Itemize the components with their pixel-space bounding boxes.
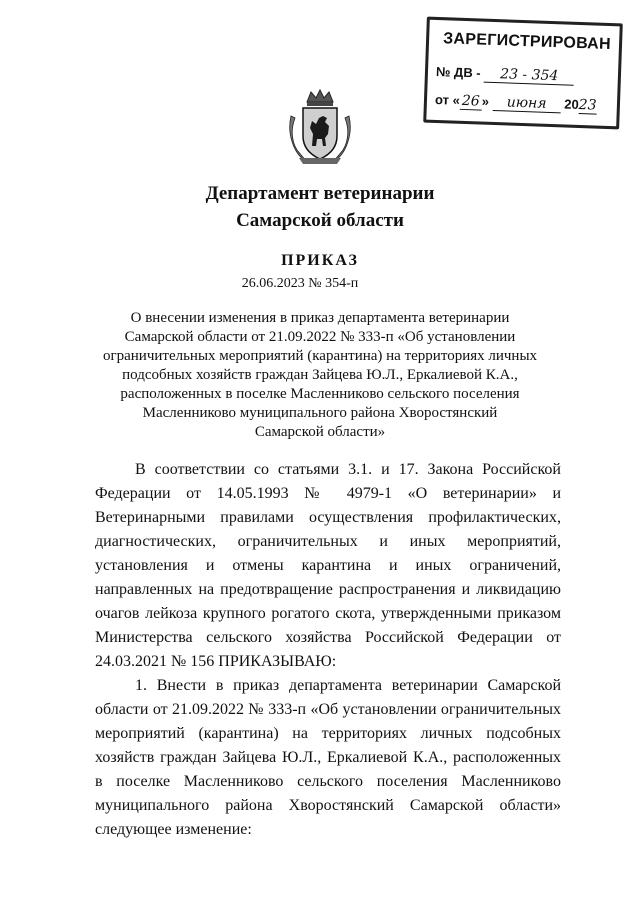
stamp-date-line (435, 92, 597, 115)
subject-line: О внесении изменения в приказ департамента ветеринарии (130, 310, 510, 326)
subject-line: Самарской области от 21.09.2022 № 333-п «Об установлении (124, 329, 516, 345)
stamp-number-line (436, 64, 575, 86)
stamp-day-close: » (481, 93, 490, 109)
stamp-year-suffix: 23 (578, 96, 597, 114)
stamp-day: 26 (460, 93, 483, 111)
stamp-date-label: от « (434, 91, 461, 108)
stamp-year-prefix: 20 (563, 96, 579, 112)
order-subject (0, 309, 640, 442)
stamp-title: ЗАРЕГИСТРИРОВАН (442, 30, 612, 54)
subject-line: ограничительных мероприятий (карантина) на территориях личных (102, 348, 538, 364)
order-body (95, 458, 561, 842)
subject-line: Самарской области» (254, 424, 386, 440)
department-name-line2: Самарской области (236, 210, 404, 231)
preamble-paragraph: В соответствии со статьями 3.1. и 17. Закона Российской Федерации от 14.05.1993 № 4979-1 «О ветеринарии» и Ветеринарными правилами осуществления профилактических, диагностических, ограничительных и иных мероприятий, установления и отмены карантина и иных ограничений, направленных на предотвращение распространения и ликвидацию очагов лейкоза крупного рогатого скота, утвержденными приказом Министерства сельского хозяйства Российской Федерации от 24.03.2021 № 156 ПРИКАЗЫВАЮ: (95, 461, 561, 670)
stamp-number-value: 23 - 354 (484, 66, 575, 86)
order-date-number: 26.06.2023 № 354-п (241, 276, 359, 291)
order-title: ПРИКАЗ (281, 252, 359, 269)
department-name-line1: Департамент ветеринарии (205, 183, 435, 204)
stamp-month: июня (492, 94, 561, 113)
item-1-paragraph: 1. Внести в приказ департамента ветеринарии Самарской области от 21.09.2022 № 333-п «Об установлении ограничительных мероприятий (карантина) на территориях личных подсобных хозяйств граждан Зайцева Ю.Л., Еркалиевой К.А., расположенных в поселке Масленниково сельского поселения Масленниково муниципального района Хворостянский Самарской области» следующее изменение: (95, 677, 561, 838)
subject-line: расположенных в поселке Масленниково сельского поселения (120, 386, 520, 402)
registration-stamp (423, 17, 623, 130)
stamp-number-label: № ДВ - (435, 63, 481, 81)
subject-line: Масленниково муниципального района Хворостянский (142, 405, 498, 421)
subject-line: подсобных хозяйств граждан Зайцева Ю.Л., Еркалиевой К.А., (122, 367, 518, 383)
samara-region-coat-of-arms-icon (285, 88, 355, 166)
